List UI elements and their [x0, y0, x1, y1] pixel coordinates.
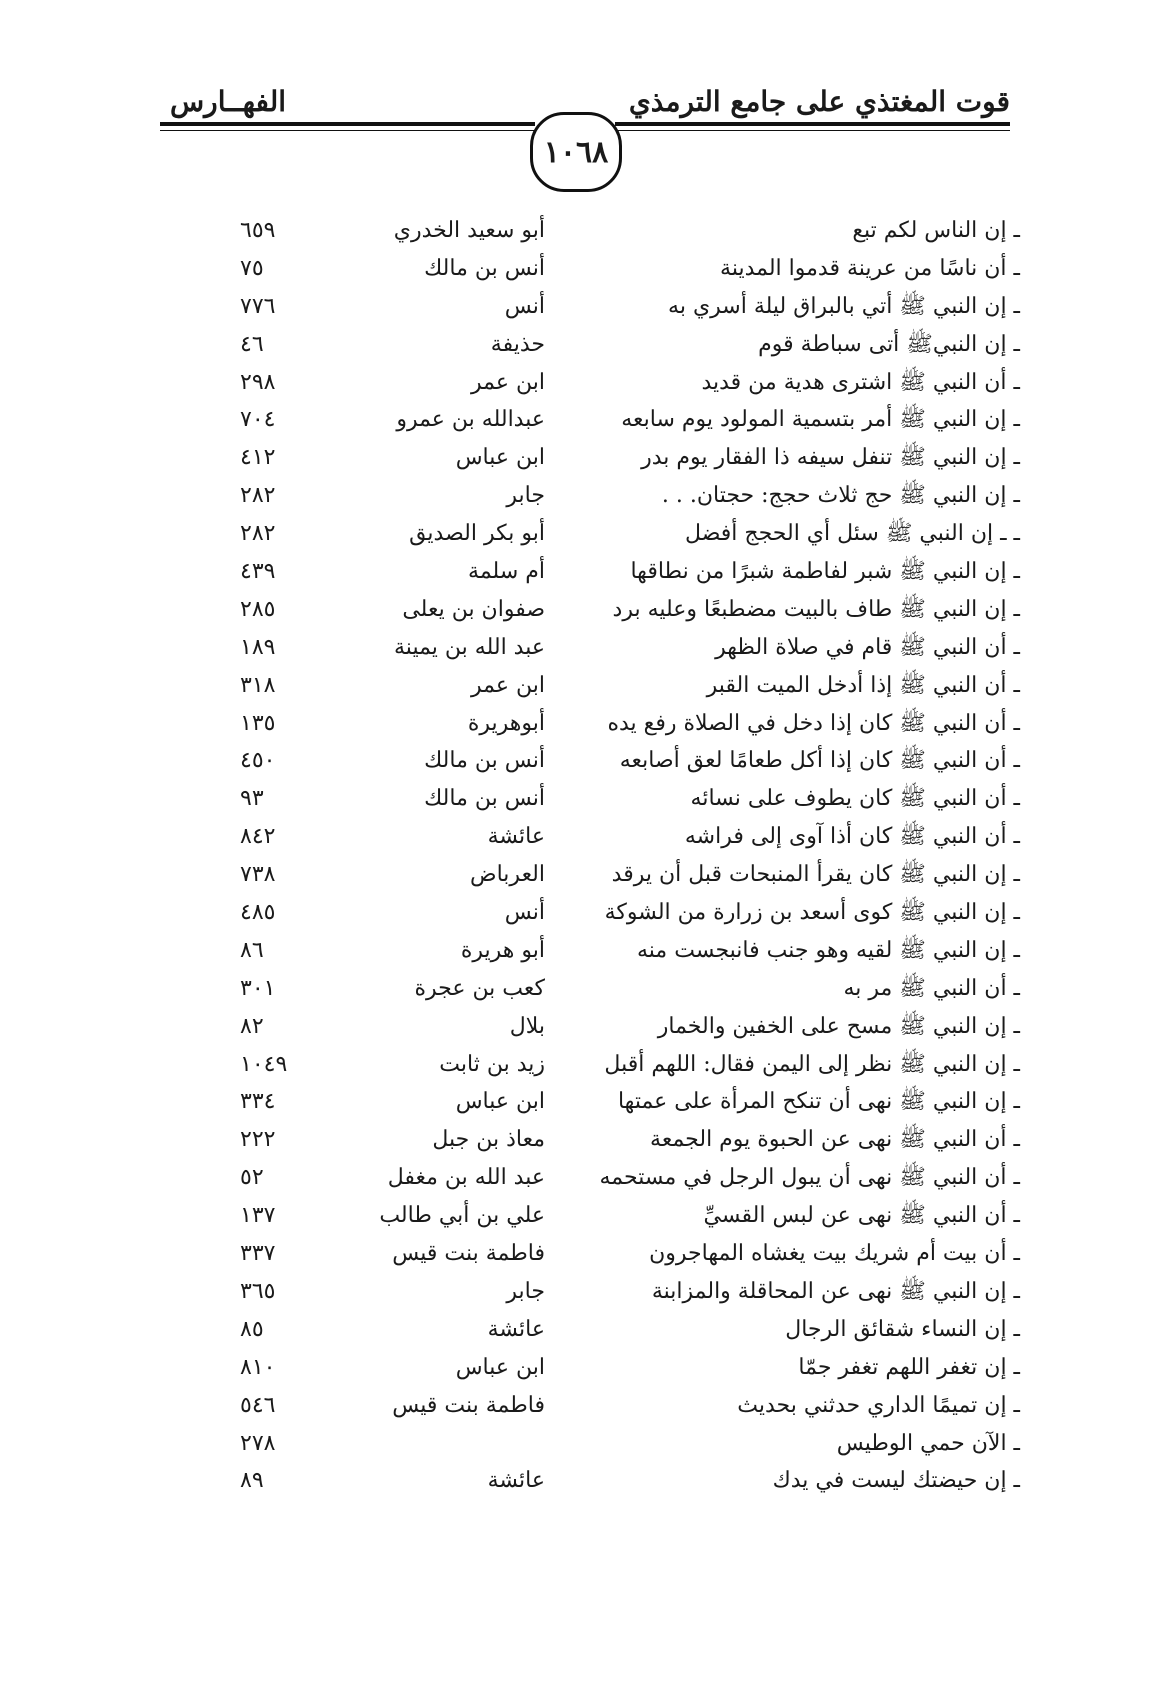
page-reference: ١٣٧ — [240, 1203, 276, 1229]
index-entry — [240, 1425, 1020, 1463]
hadith-text: ـ أن النبي ﷺ إذا أدخل الميت القبر — [706, 672, 1020, 698]
page-reference: ٦٥٩ — [240, 218, 276, 243]
page-number-badge — [530, 112, 622, 192]
page-reference: ٧٥ — [240, 255, 264, 281]
hadith-text: ـ أن النبي ﷺ كان إذا أكل طعامًا لعق أصابعه — [619, 748, 1020, 774]
hadith-text: ـ إن النبي ﷺ كان يقرأ المنبحات قبل أن يرقد — [611, 862, 1020, 888]
index-entry — [240, 553, 1020, 591]
hadith-text: ـ أن النبي ﷺ مر به — [843, 975, 1020, 1001]
narrator-name: جابر — [506, 1278, 545, 1304]
index-entry — [240, 439, 1020, 477]
index-entry — [240, 250, 1020, 288]
index-entry — [240, 1235, 1020, 1273]
page-reference: ٢٨٥ — [240, 596, 276, 622]
index-entry — [240, 1311, 1020, 1349]
index-entry — [240, 818, 1020, 856]
page-reference: ٨٤٢ — [240, 824, 276, 850]
page-reference: ٣٣٧ — [240, 1241, 276, 1267]
page-reference: ٨١٠ — [240, 1354, 276, 1380]
index-entry — [240, 705, 1020, 743]
page-reference: ٤٦ — [240, 331, 264, 357]
hadith-text: ـ ـ إن النبي ﷺ سئل أي الحجج أفضل — [685, 521, 1020, 547]
hadith-text: ـ إن حيضتك ليست في يدك — [772, 1468, 1020, 1494]
narrator-name: كعب بن عجرة — [414, 975, 545, 1001]
narrator-name: زيد بن ثابت — [439, 1051, 545, 1077]
index-entry — [240, 932, 1020, 970]
page-reference: ٤٣٩ — [240, 559, 276, 585]
page-reference: ٩٣ — [240, 786, 264, 812]
hadith-text: ـ إن النبي ﷺ أتي بالبراق ليلة أسري به — [668, 293, 1020, 319]
narrator-name: أنس بن مالك — [424, 748, 545, 774]
index-entry — [240, 970, 1020, 1008]
hadith-text: ـ أن النبي ﷺ نهى أن يبول الرجل في مستحمه — [599, 1165, 1020, 1191]
narrator-name: عائشة — [487, 1468, 545, 1494]
hadith-text: ـ إن النبي ﷺ شبر لفاطمة شبرًا من نطاقها — [630, 559, 1020, 585]
index-entry — [240, 591, 1020, 629]
hadith-text: ـ إن تغفر اللهم تغفر جمّا — [798, 1354, 1020, 1380]
narrator-name: جابر — [506, 483, 545, 509]
narrator-name: فاطمة بنت قيس — [392, 1241, 545, 1267]
page-reference: ٨٥ — [240, 1316, 264, 1342]
narrator-name: ابن عمر — [471, 672, 545, 698]
narrator-name: أنس — [504, 293, 545, 319]
narrator-name: أنس بن مالك — [424, 255, 545, 281]
narrator-name: معاذ بن جبل — [432, 1127, 545, 1153]
book-title: قوت المغتذي على جامع الترمذي — [628, 85, 1010, 118]
page-reference: ٤٨٥ — [240, 900, 276, 926]
narrator-name: ابن عباس — [455, 1089, 545, 1115]
hadith-text: ـ أن النبي ﷺ نهى عن الحبوة يوم الجمعة — [650, 1127, 1020, 1153]
hadith-text: ـ إن النبي ﷺ تنفل سيفه ذا الفقار يوم بدر — [641, 445, 1020, 471]
page-reference: ٥٤٦ — [240, 1392, 276, 1418]
hadith-text: ـ أن ناسًا من عرينة قدموا المدينة — [720, 255, 1020, 281]
narrator-name: صفوان بن يعلى — [402, 596, 545, 622]
narrator-name: ابن عباس — [455, 1354, 545, 1380]
page-reference: ٢٨٢ — [240, 521, 276, 547]
page-reference: ٧٧٦ — [240, 293, 276, 319]
narrator-name: عائشة — [487, 1316, 545, 1342]
index-entry — [240, 1046, 1020, 1084]
narrator-name: بلال — [509, 1013, 545, 1039]
page-reference: ٧٠٤ — [240, 407, 276, 433]
hadith-text: ـ إن النبي ﷺ نظر إلى اليمن فقال: اللهم أقبل — [604, 1051, 1020, 1077]
narrator-name: عبدالله بن عمرو — [396, 407, 545, 433]
narrator-name: حذيفة — [490, 331, 545, 357]
narrator-name: علي بن أبي طالب — [379, 1203, 545, 1229]
hadith-text: ـ إن النبي ﷺ حج ثلاث حجج: حجتان. . . — [661, 483, 1020, 509]
hadith-text: ـ إن النبيﷺ أتى سباطة قوم — [758, 331, 1020, 357]
header-rule-right-thin — [615, 130, 1010, 131]
page-header — [160, 70, 1010, 180]
page-reference: ٣١٨ — [240, 672, 276, 698]
index-entry — [240, 477, 1020, 515]
page-reference: ١٠٤٩ — [240, 1051, 288, 1077]
hadith-text: ـ أن النبي ﷺ نهى عن لبس القسيِّ — [703, 1203, 1020, 1229]
page-reference: ٤٥٠ — [240, 748, 276, 774]
index-entry — [240, 1159, 1020, 1197]
narrator-name: أبو بكر الصديق — [409, 521, 545, 547]
index-entry — [240, 1273, 1020, 1311]
narrator-name: أبو سعيد الخدري — [393, 218, 545, 243]
index-entry — [240, 1121, 1020, 1159]
hadith-text: ـ إن النبي ﷺ نهى أن تنكح المرأة على عمتها — [617, 1089, 1020, 1115]
index-entry — [240, 742, 1020, 780]
page-reference: ٨٩ — [240, 1468, 264, 1494]
header-rule-left-thin — [160, 130, 535, 131]
section-title: الفهــارس — [170, 85, 287, 118]
index-entry — [240, 1349, 1020, 1387]
narrator-name: عائشة — [487, 824, 545, 850]
index-entry — [240, 629, 1020, 667]
hadith-index-list — [240, 212, 1020, 1500]
hadith-text: ـ إن النبي ﷺ نهى عن المحاقلة والمزابنة — [651, 1278, 1020, 1304]
hadith-text: ـ إن النبي ﷺ أمر بتسمية المولود يوم سابعه — [621, 407, 1020, 433]
hadith-text: ـ إن الناس لكم تبع — [852, 218, 1020, 243]
page-reference: ١٣٥ — [240, 710, 276, 736]
index-entry — [240, 401, 1020, 439]
page-reference: ٨٢ — [240, 1013, 264, 1039]
hadith-text: ـ أن النبي ﷺ كان يطوف على نسائه — [690, 786, 1020, 812]
header-rule-right — [615, 122, 1010, 126]
index-entry — [240, 1387, 1020, 1425]
page-reference: ٣٣٤ — [240, 1089, 276, 1115]
narrator-name: ابن عباس — [455, 445, 545, 471]
hadith-text: ـ إن النبي ﷺ كوى أسعد بن زرارة من الشوكة — [604, 900, 1020, 926]
hadith-text: ـ إن النبي ﷺ طاف بالبيت مضطبعًا وعليه برد — [612, 596, 1020, 622]
index-entry — [240, 1197, 1020, 1235]
narrator-name: عبد الله بن مغفل — [387, 1165, 545, 1191]
page-reference: ٤١٢ — [240, 445, 276, 471]
hadith-text: ـ الآن حمي الوطيس — [836, 1430, 1020, 1456]
index-entry — [240, 856, 1020, 894]
hadith-text: ـ أن النبي ﷺ قام في صلاة الظهر — [715, 634, 1020, 660]
narrator-name: أنس — [504, 900, 545, 926]
header-rule-left — [160, 122, 535, 126]
index-entry — [240, 326, 1020, 364]
page-number: ١٠٦٨ — [543, 134, 609, 170]
narrator-name: فاطمة بنت قيس — [392, 1392, 545, 1418]
page-reference: ٨٦ — [240, 937, 264, 963]
hadith-text: ـ أن النبي ﷺ كان أذا آوى إلى فراشه — [684, 824, 1020, 850]
narrator-name: أم سلمة — [468, 559, 545, 585]
narrator-name: أبو هريرة — [460, 937, 545, 963]
index-entry — [240, 364, 1020, 402]
index-entry — [240, 667, 1020, 705]
page-reference: ٢٨٢ — [240, 483, 276, 509]
hadith-text: ـ أن النبي ﷺ كان إذا دخل في الصلاة رفع يده — [607, 710, 1020, 736]
index-entry — [240, 1462, 1020, 1500]
hadith-text: ـ أن بيت أم شريك بيت يغشاه المهاجرون — [649, 1241, 1020, 1267]
index-entry — [240, 894, 1020, 932]
index-entry — [240, 212, 1020, 250]
hadith-text: ـ إن النبي ﷺ لقيه وهو جنب فانبجست منه — [637, 937, 1020, 963]
page-reference: ٣٠١ — [240, 975, 276, 1001]
page-reference: ١٨٩ — [240, 634, 276, 660]
page-reference: ٣٦٥ — [240, 1278, 276, 1304]
page-reference: ٢٩٨ — [240, 369, 276, 395]
narrator-name: ابن عمر — [471, 369, 545, 395]
page-reference: ٥٢ — [240, 1165, 264, 1191]
index-entry — [240, 288, 1020, 326]
hadith-text: ـ أن النبي ﷺ اشترى هدية من قديد — [701, 369, 1020, 395]
narrator-name: العرباض — [470, 862, 545, 888]
index-entry — [240, 515, 1020, 553]
page-reference: ٢٢٢ — [240, 1127, 276, 1153]
hadith-text: ـ إن النبي ﷺ مسح على الخفين والخمار — [657, 1013, 1020, 1039]
narrator-name: أنس بن مالك — [424, 786, 545, 812]
index-entry — [240, 780, 1020, 818]
hadith-text: ـ إن النساء شقائق الرجال — [785, 1316, 1020, 1342]
narrator-name: عبد الله بن يمينة — [394, 634, 545, 660]
index-entry — [240, 1008, 1020, 1046]
narrator-name: أبوهريرة — [467, 710, 545, 736]
hadith-text: ـ إن تميمًا الداري حدثني بحديث — [737, 1392, 1020, 1418]
page-reference: ٢٧٨ — [240, 1430, 276, 1456]
page-reference: ٧٣٨ — [240, 862, 276, 888]
index-entry — [240, 1083, 1020, 1121]
